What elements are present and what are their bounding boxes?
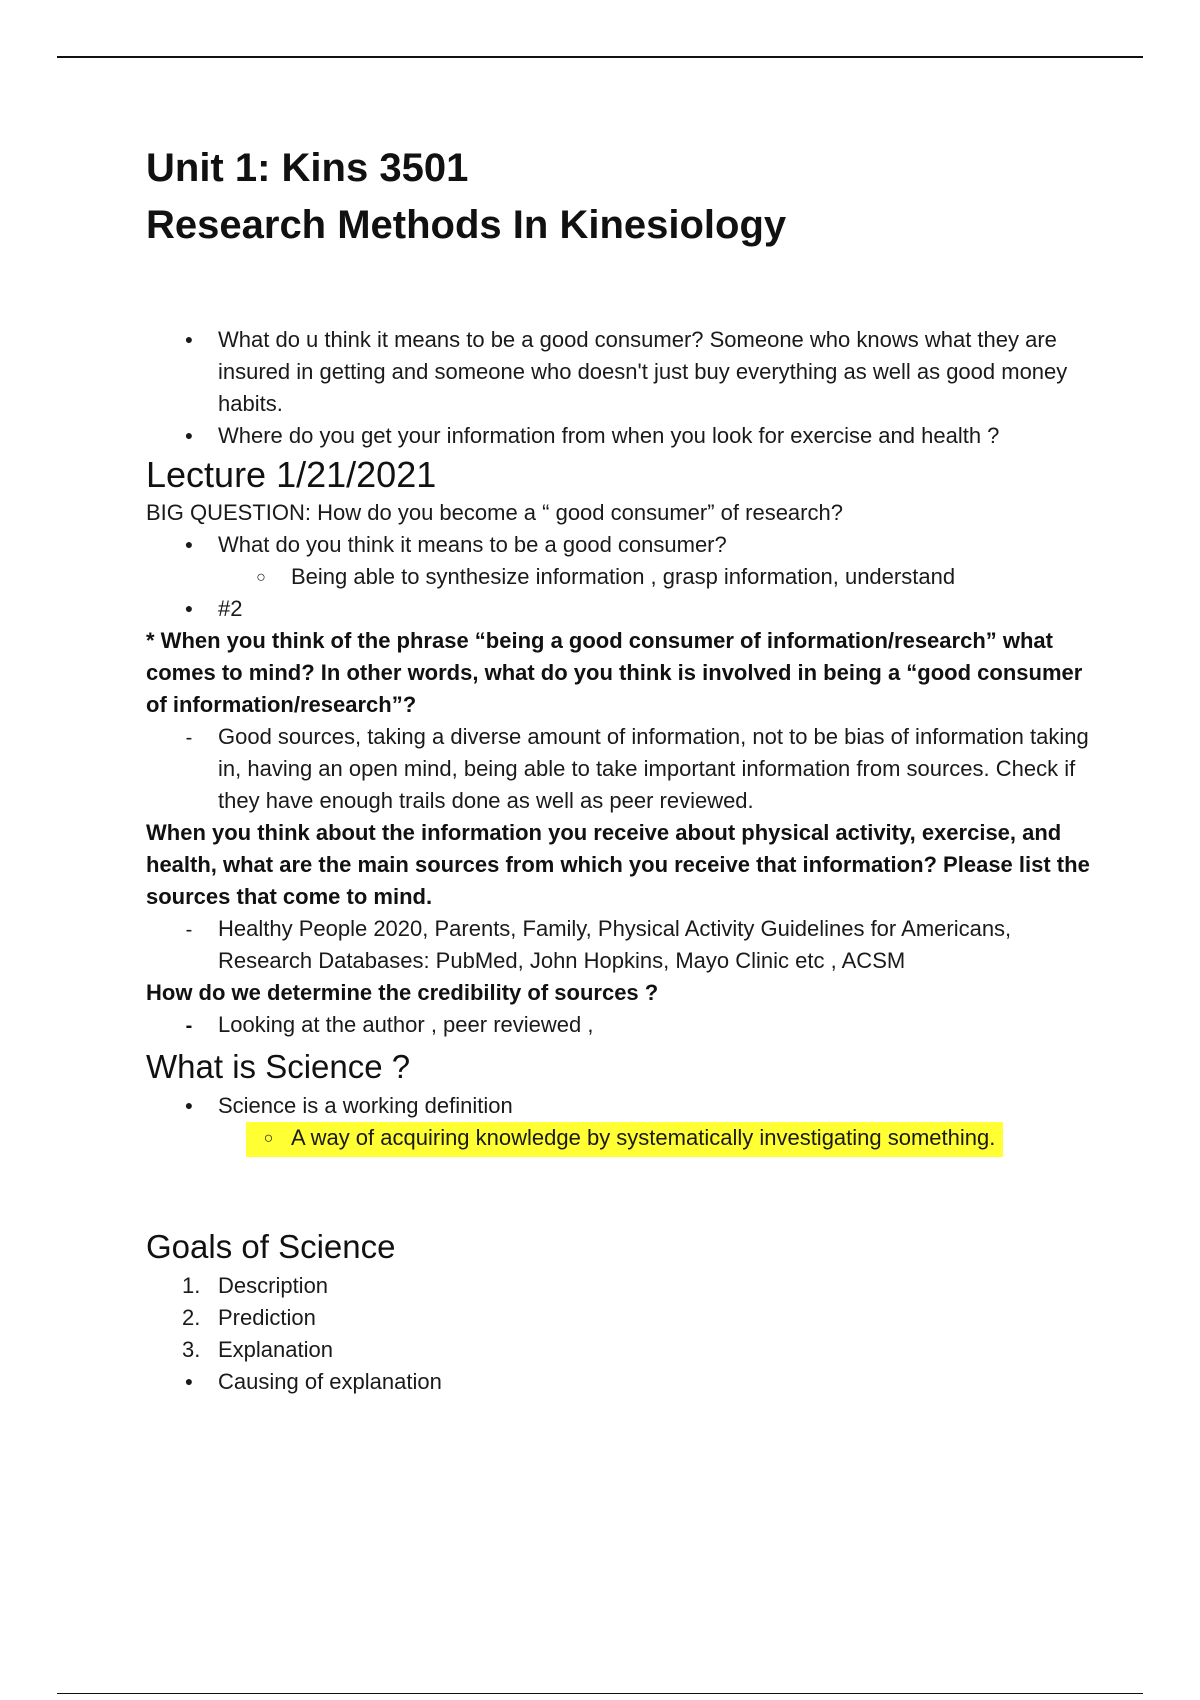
bullet-icon [174,593,204,627]
list-item: ● What do you think it means to be a good consumer? [146,529,1106,561]
list-item: ● Causing of explanation [146,1366,1106,1398]
title-line-1: Unit 1: Kins 3501 [146,146,469,190]
goals-list [146,1270,1106,1366]
sub-list-item [146,1122,1106,1157]
goals-bullet-list [146,1366,1106,1398]
list-item: - Looking at the author , peer reviewed , [146,1009,1106,1041]
circle-bullet-icon [246,1122,291,1157]
list-item: ● Where do you get your information from when you look for exercise and health ? [146,420,1106,452]
lecture-questions [146,529,1106,625]
top-rule [57,56,1143,58]
document-body [146,140,1106,1398]
science-heading: What is Science ? [146,1048,411,1085]
list-item: - Good sources, taking a diverse amount of information, not to be bias of information taking in, having an open mind, being able to take important information from sources. Check if they have enough trails done as well as peer reviewed. [146,721,1106,817]
big-question: BIG QUESTION: How do you become a “ good consumer” of research? [146,500,843,525]
document-title [146,140,1106,254]
bottom-rule [57,1693,1143,1694]
bullet-icon [174,1090,204,1124]
list-item: - Healthy People 2020, Parents, Family, Physical Activity Guidelines for Americans, Research Databases: PubMed, John Hopkins, Mayo Clinic etc , ACSM [146,913,1106,977]
circle-bullet-icon [246,561,276,596]
bullet-icon [174,529,204,563]
dash-icon [174,913,204,946]
sub-list-item: ○ Being able to synthesize information , grasp information, understand [146,561,1106,593]
list-item: ● #2 [146,593,1106,625]
list-item: 1. Description [146,1270,1106,1302]
science-list [146,1090,1106,1157]
list-item: ● What do u think it means to be a good consumer? Someone who knows what they are insured in getting and someone who doesn't just buy everything as well as good money habits. [146,324,1106,420]
answer-1-list [146,721,1106,817]
prompt-2: When you think about the information you receive about physical activity, exercise, and health, what are the main sources from which you receive that information? Please list the sources that come to mind. [146,820,1090,909]
highlighted-definition: ○A way of acquiring knowledge by systematically investigating something. [246,1122,1003,1157]
title-line-2: Research Methods In Kinesiology [146,203,787,247]
list-item: 2. Prediction [146,1302,1106,1334]
dash-icon [174,721,204,754]
lecture-heading: Lecture 1/21/2021 [146,454,437,495]
intro-list [146,324,1106,452]
list-number: 2. [182,1305,201,1330]
prompt-3: How do we determine the credibility of sources ? [146,980,659,1005]
bullet-icon [174,324,204,358]
list-number: 3. [182,1337,201,1362]
bullet-icon [174,1366,204,1400]
goals-heading: Goals of Science [146,1228,396,1265]
prompt-1: * When you think of the phrase “being a good consumer of information/research” what comes to mind? In other words, what do you think is involved in being a “good consumer of information/research”? [146,628,1083,717]
list-number: 1. [182,1273,201,1298]
list-item: ● Science is a working definition [146,1090,1106,1122]
dash-icon [174,1009,204,1042]
answer-3-list [146,1009,1106,1041]
bullet-icon [174,420,204,454]
answer-2-list [146,913,1106,977]
list-item: 3. Explanation [146,1334,1106,1366]
